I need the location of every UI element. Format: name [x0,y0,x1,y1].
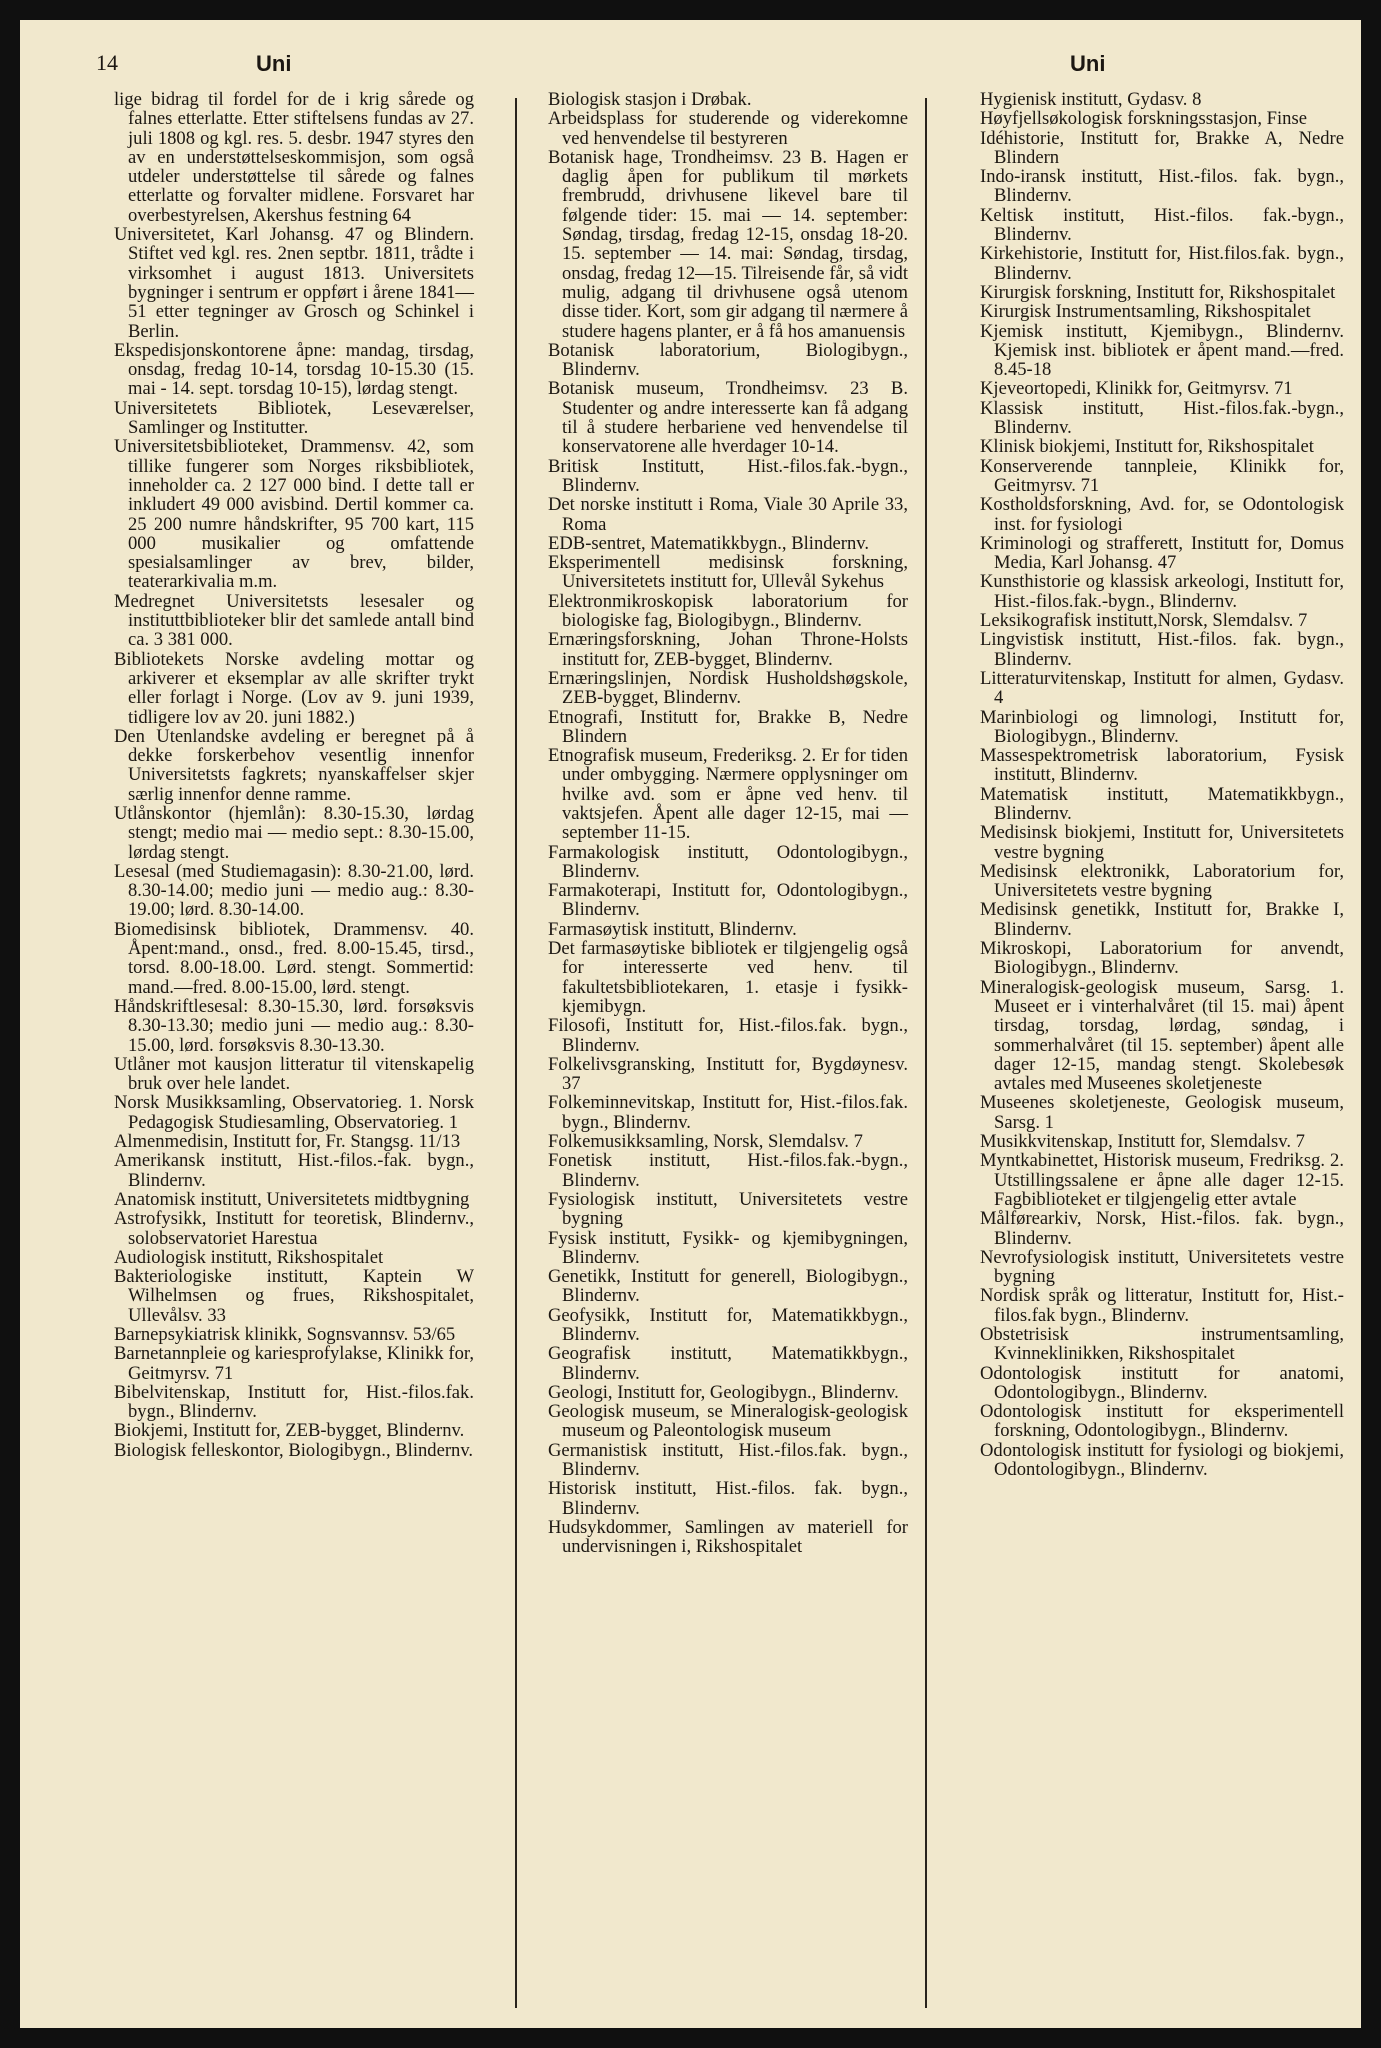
directory-entry: Mikroskopi, Laboratorium for anvendt, Biologibygn., Blindernv. [980,938,1344,979]
column-divider [515,98,517,2008]
directory-entry: Kriminologi og strafferett, Institutt for, Domus Media, Karl Johansg. 47 [980,532,1344,574]
directory-entry: Idéhistorie, Institutt for, Brakke A, Nedre Blindern [980,127,1344,168]
directory-entry: Geofysikk, Institutt for, Matematikkbygn., Blindernv. [548,1304,908,1345]
text-column-1 [114,90,474,1460]
directory-entry: Audiologisk institutt, Rikshospitalet [114,1246,384,1268]
directory-entry: Medisinsk biokjemi, Institutt for, Universitetets vestre bygning [980,822,1344,863]
running-header-right: Uni [1070,51,1106,76]
directory-entry: Etnografisk museum, Frederiksg. 2. Er for tiden under ombygging. Nærmere opplysninger om hvilke avd. som er åpne ved henv. til vaktsjefen. Åpent alle dager 12-15, mai — september 11-15. [548,745,908,844]
directory-entry: Museenes skoletjeneste, Geologisk museum, Sarsg. 1 [980,1092,1344,1133]
directory-entry: Musikkvitenskap, Institutt for, Slemdalsv. 7 [980,1131,1305,1153]
directory-entry: Farmakologisk institutt, Odontologibygn., Blindernv. [548,841,908,882]
directory-entry: Hudsykdommer, Samlingen av materiell for undervisningen i, Rikshospitalet [548,1516,908,1558]
directory-entry: Lingvistisk institutt, Hist.-filos. fak. bygn., Blindernv. [980,629,1344,670]
directory-entry: Etnografi, Institutt for, Brakke B, Nedre Blindern [548,706,908,747]
directory-entry: Klinisk biokjemi, Institutt for, Rikshospitalet [980,436,1314,458]
directory-entry: Ernæringsforskning, Johan Throne-Holsts institutt for, ZEB-bygget, Blindernv. [548,629,908,670]
directory-entry: Filosofi, Institutt for, Hist.-filos.fak. bygn., Blindernv. [548,1015,908,1056]
directory-entry: Anatomisk institutt, Universitetets midtbygning [114,1188,470,1210]
directory-entry: Biokjemi, Institutt for, ZEB-bygget, Blindernv. [114,1420,465,1442]
directory-entry: Medregnet Universitetsts lesesaler og instituttbiblioteker blir det samlede antall bind ca. 3 381 000. [114,590,474,651]
directory-entry: Håndskriftlesesal: 8.30-15.30, lørd. forsøksvis 8.30-13.30; medio juni — medio aug.: 8.30-15.00, lørd. forsøksvis 8.30-13.30. [114,995,474,1056]
directory-entry: lige bidrag til fordel for de i krig sårede og falnes etterlatte. Etter stiftelsens fundas av 27. juli 1808 og kgl. res. 5. desbr. 1947 styres den av en understøttelseskommisjon, som også utdeler understøttelse til sårede og falnes etterlatte og forvalter midlene. Forsvaret har overbestyrelsen, Akershus festning 64 [114,89,474,226]
directory-entry: Elektronmikroskopisk laboratorium for biologiske fag, Biologibygn., Blindernv. [548,590,908,632]
directory-entry: Almenmedisin, Institutt for, Fr. Stangsg. 11/13 [114,1131,461,1153]
directory-entry: Matematisk institutt, Matematikkbygn., Blindernv. [980,783,1344,824]
directory-entry: Kostholdsforskning, Avd. for, se Odontologisk inst. for fysiologi [980,494,1344,535]
directory-entry: Hygienisk institutt, Gydasv. 8 [980,89,1202,110]
directory-entry: Høyfjellsøkologisk forskningsstasjon, Finse [980,108,1307,130]
directory-entry: Biologisk stasjon i Drøbak. [548,89,752,110]
directory-entry: Folkelivsgransking, Institutt for, Bygdøynesv. 37 [548,1053,908,1095]
directory-entry: Kirurgisk forskning, Institutt for, Rikshospitalet [980,281,1336,303]
directory-entry: Mineralogisk-geologisk museum, Sarsg. 1. Museet er i vinterhalvåret (til 15. mai) åpent tirsdag, torsdag, lørdag, søndag, i sommerhalvåret (til 15. september) åpent alle dager 12-15, mandag stengt. Skolebesøk avtales med Museenes skoletjeneste [980,976,1344,1095]
directory-entry: Norsk Musikksamling, Observatorieg. 1. Norsk Pedagogisk Studiesamling, Observatorieg. 1 [114,1092,474,1133]
directory-entry: Obstetrisisk instrumentsamling, Kvinneklinikken, Rikshospitalet [980,1324,1344,1365]
directory-entry: Odontologisk institutt for anatomi, Odontologibygn., Blindernv. [980,1362,1344,1403]
directory-entry: Nordisk språk og litteratur, Institutt for, Hist.-filos.fak bygn., Blindernv. [980,1285,1344,1326]
directory-entry: Astrofysikk, Institutt for teoretisk, Blindernv., solobservatoriet Harestua [114,1208,474,1249]
directory-entry: Konserverende tannpleie, Klinikk for, Geitmyrsv. 71 [980,455,1344,496]
directory-entry: Farmasøytisk institutt, Blindernv. [548,918,797,940]
directory-entry: Kjeveortopedi, Klinikk for, Geitmyrsv. 71 [980,378,1293,400]
directory-entry: Eksperimentell medisinsk forskning, Universitetets institutt for, Ullevål Sykehus [548,552,908,593]
directory-page [20,20,1361,2028]
directory-entry: Odontologisk institutt for fysiologi og biokjemi, Odontologibygn., Blindernv. [980,1439,1344,1481]
directory-entry: Amerikansk institutt, Hist.-filos.-fak. bygn., Blindernv. [114,1150,474,1191]
directory-entry: Folkeminnevitskap, Institutt for, Hist.-filos.fak. bygn., Blindernv. [548,1092,908,1133]
page-number: 14 [96,50,118,75]
directory-entry: Barnepsykiatrisk klinikk, Sognsvannsv. 53/65 [114,1324,456,1345]
directory-entry: Utlånskontor (hjemlån): 8.30-15.30, lørdag stengt; medio mai — medio sept.: 8.30-15.00, lørdag stengt. [114,802,474,863]
directory-entry: Botanisk laboratorium, Biologibygn., Blindernv. [548,339,908,381]
directory-entry: Arbeidsplass for studerende og viderekomne ved henvendelse til bestyreren [548,108,908,149]
directory-entry: Fysisk institutt, Fysikk- og kjemibygningen, Blindernv. [548,1227,908,1268]
directory-entry: Myntkabinettet, Historisk museum, Fredriksg. 2. Utstillingssalene er åpne alle dager 12-15. Fagbiblioteket er tilgjengelig etter avtale [980,1150,1344,1210]
directory-entry: Ernæringslinjen, Nordisk Husholdshøgskole, ZEB-bygget, Blindernv. [548,667,908,709]
directory-entry: Kirkehistorie, Institutt for, Hist.filos.fak. bygn., Blindernv. [980,243,1344,284]
directory-entry: Geografisk institutt, Matematikkbygn., Blindernv. [548,1343,908,1384]
directory-entry: Lesesal (med Studiemagasin): 8.30-21.00, lørd. 8.30-14.00; medio juni — medio aug.: 8.30-19.00; lørd. 8.30-14.00. [114,860,474,921]
directory-entry: Biomedisinsk bibliotek, Drammensv. 40. Åpent:mand., onsd., fred. 8.00-15.45, tirsd., torsd. 8.00-18.00. Lørd. stengt. Sommertid: mand.—fred. 8.00-15.00, lørd. stengt. [114,918,474,998]
directory-entry: Historisk institutt, Hist.-filos. fak. bygn., Blindernv. [548,1478,908,1519]
directory-entry: Litteraturvitenskap, Institutt for almen, Gydasv. 4 [980,667,1344,709]
directory-entry: Fonetisk institutt, Hist.-filos.fak.-bygn., Blindernv. [548,1150,908,1191]
directory-entry: Farmakoterapi, Institutt for, Odontologibygn., Blindernv. [548,880,908,921]
directory-entry: Det farmasøytiske bibliotek er tilgjengelig også for interesserte ved henv. til fakultetsbibliotekaren, 1. etasje i fysikk-kjemibygn. [548,938,908,1017]
directory-entry: Universitetet, Karl Johansg. 47 og Blindern. Stiftet ved kgl. res. 2nen septbr. 1811, trådte i virksomhet i august 1813. Universitets bygninger i sentrum er oppført i årene 1841—51 etter tegninger av Grosch og Schinkel i Berlin. [114,224,474,342]
directory-entry: Kirurgisk Instrumentsamling, Rikshospitalet [980,301,1311,323]
directory-entry: Odontologisk institutt for eksperimentell forskning, Odontologibygn., Blindernv. [980,1401,1344,1442]
directory-entry: Nevrofysiologisk institutt, Universitetets vestre bygning [980,1246,1344,1288]
directory-entry: Geologi, Institutt for, Geologibygn., Blindernv. [548,1381,899,1403]
directory-entry: Britisk Institutt, Hist.-filos.fak.-bygn., Blindernv. [548,455,908,496]
directory-entry: Universitetets Bibliotek, Leseværelser, Samlinger og Institutter. [114,397,474,439]
directory-entry: Klassisk institutt, Hist.-filos.fak.-bygn., Blindernv. [980,397,1344,439]
directory-entry: Bibliotekets Norske avdeling mottar og arkiverer et eksemplar av alle skrifter trykt eller forlagt i Norge. (Lov av 9. juni 1939, tidligere lov av 20. juni 1882.) [114,648,474,728]
directory-entry: EDB-sentret, Matematikkbygn., Blindernv. [548,532,870,554]
directory-entry: Folkemusikksamling, Norsk, Slemdalsv. 7 [548,1131,863,1153]
directory-entry: Medisinsk elektronikk, Laboratorium for, Universitetets vestre bygning [980,860,1344,902]
directory-entry: Genetikk, Institutt for generell, Biologibygn., Blindernv. [548,1266,908,1307]
directory-entry: Germanistisk institutt, Hist.-filos.fak. bygn., Blindernv. [548,1439,908,1481]
directory-entry: Bakteriologiske institutt, Kaptein W Wilhelmsen og frues, Rikshospitalet, Ullevålsv. 33 [114,1266,474,1326]
directory-entry: Indo-iransk institutt, Hist.-filos. fak. bygn., Blindernv. [980,166,1344,207]
directory-entry: Målførearkiv, Norsk, Hist.-filos. fak. bygn., Blindernv. [980,1208,1344,1249]
directory-entry: Leksikografisk institutt,Norsk, Slemdalsv. 7 [980,610,1308,632]
directory-entry: Kjemisk institutt, Kjemibygn., Blindernv. Kjemisk inst. bibliotek er åpent mand.—fred. 8.45-18 [980,320,1344,381]
directory-entry: Medisinsk genetikk, Institutt for, Brakke I, Blindernv. [980,899,1344,940]
directory-entry: Marinbiologi og limnologi, Institutt for, Biologibygn., Blindernv. [980,706,1344,747]
directory-entry: Universitetsbiblioteket, Drammensv. 42, som tillike fungerer som Norges riksbibliotek, inneholder ca. 2 127 000 bind. I dette tall er inkludert 49 000 avisbind. Dertil kommer ca. 25 200 numre håndskrifter, 95 700 kart, 115 000 musikalier og omfattende spesialsamlinger av brev, bilder, teaterarkivalia m.m. [114,436,474,593]
directory-entry: Massespektrometrisk laboratorium, Fysisk institutt, Blindernv. [980,745,1344,786]
directory-entry: Botanisk hage, Trondheimsv. 23 B. Hagen er daglig åpen for publikum til mørkets frembrudd, drivhusene likevel bare til følgende tider: 15. mai — 14. september: Søndag, tirsdag, fredag 12-15, onsdag 18-20. 15. september — 14. mai: Søndag, tirsdag, onsdag, fredag 12—15. Tilreisende får, så vidt mulig, adgang til drivhusene også utenom disse tider. Kort, som gir adgang til nærmere å studere hagens planter, er å få hos amanuensis [548,146,908,342]
directory-entry: Bibelvitenskap, Institutt for, Hist.-filos.fak. bygn., Blindernv. [114,1381,474,1423]
directory-entry: Botanisk museum, Trondheimsv. 23 B. Studenter og andre interesserte kan få adgang til å studere herbariene ved henvendelse til konservatorene alle hverdager 10-14. [548,378,908,458]
text-column-3 [980,90,1344,1479]
directory-entry: Ekspedisjonskontorene åpne: mandag, tirsdag, onsdag, fredag 10-14, torsdag 10-15.30 (15. mai - 14. sept. torsdag 10-15), lørdag stengt. [114,339,474,400]
directory-entry: Fysiologisk institutt, Universitetets vestre bygning [548,1188,908,1230]
directory-entry: Den Utenlandske avdeling er beregnet på å dekke forskerbehov vesentlig innenfor Universitetsts fagkrets; nyanskaffelser skjer særlig innenfor denne ramme. [114,725,474,805]
running-header-left: Uni [256,51,292,76]
directory-entry: Kunsthistorie og klassisk arkeologi, Institutt for, Hist.-filos.fak.-bygn., Blindernv. [980,571,1344,612]
directory-entry: Barnetannpleie og kariesprofylakse, Klinikk for, Geitmyrsv. 71 [114,1343,474,1384]
directory-entry: Det norske institutt i Roma, Viale 30 Aprile 33, Roma [548,494,908,535]
column-divider [925,98,927,2008]
directory-entry: Utlåner mot kausjon litteratur til vitenskapelig bruk over hele landet. [114,1053,474,1095]
directory-entry: Geologisk museum, se Mineralogisk-geologisk museum og Paleontologisk museum [548,1401,908,1442]
directory-entry: Biologisk felleskontor, Biologibygn., Blindernv. [114,1439,474,1461]
directory-entry: Keltisk institutt, Hist.-filos. fak.-bygn., Blindernv. [980,204,1344,246]
text-column-2 [548,90,908,1557]
